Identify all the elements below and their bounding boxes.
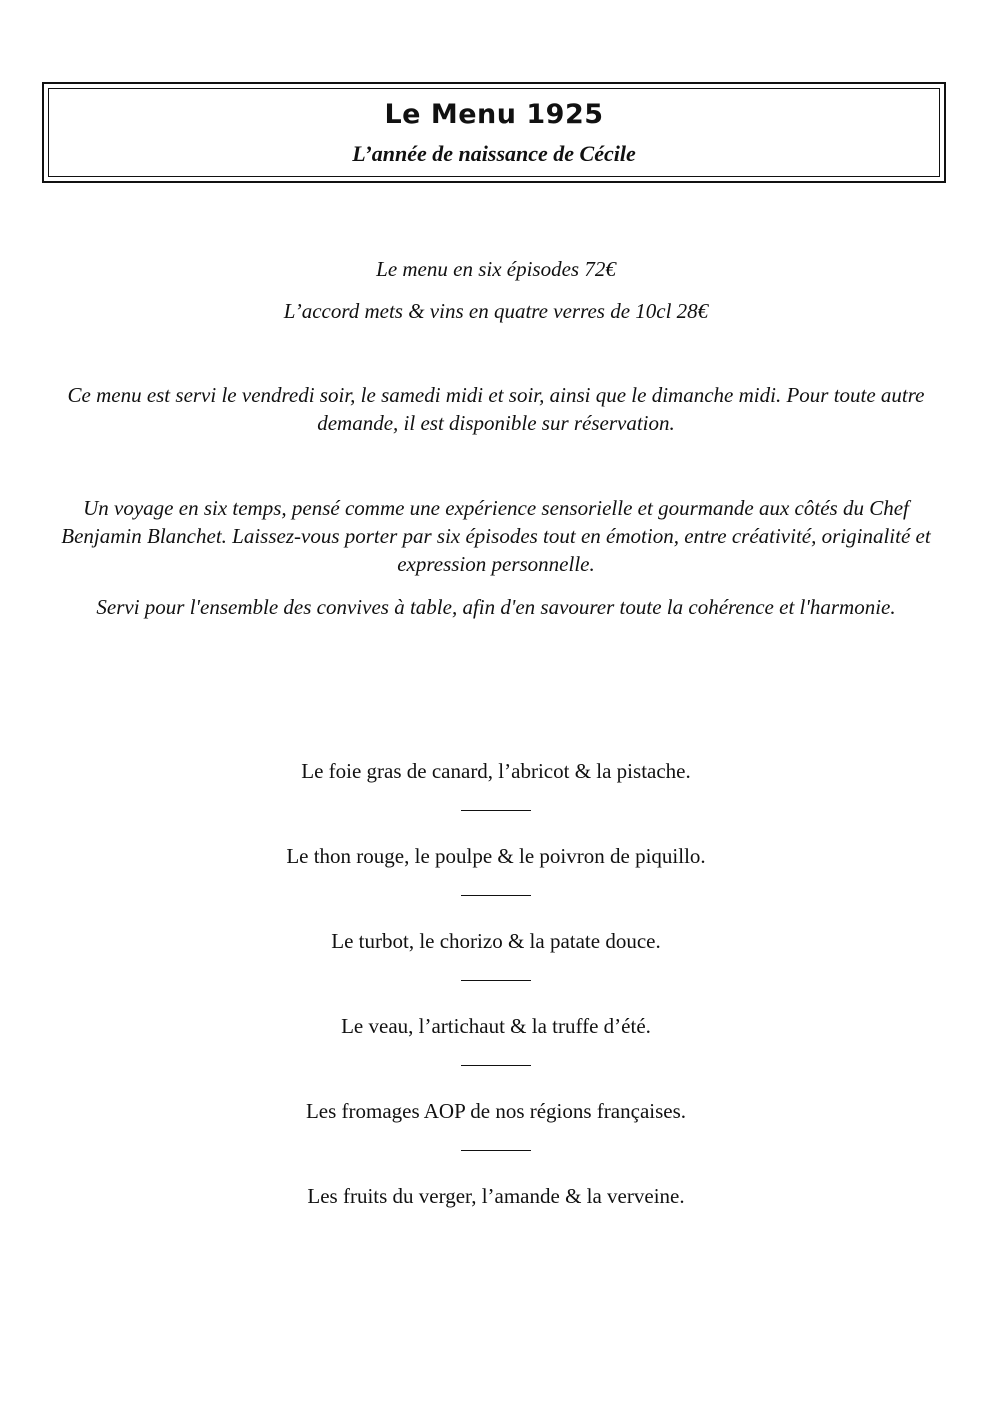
course-item: Le thon rouge, le poulpe & le poivron de piquillo. (286, 844, 706, 868)
course-item: Le foie gras de canard, l’abricot & la pistache. (301, 759, 691, 783)
description-paragraph: Un voyage en six temps, pensé comme une expérience sensorielle et gourmande aux côtés du Chef Benjamin Blanchet. Laissez-vous porter par six épisodes tout en émotion, entre créativité, originalité et expression personnelle. (61, 496, 931, 576)
course-item: Le turbot, le chorizo & la patate douce. (331, 929, 661, 953)
menu-header-frame (42, 82, 946, 183)
menu-subtitle: L’année de naissance de Cécile (352, 141, 636, 166)
course-separator (461, 956, 531, 981)
course-separator (461, 871, 531, 896)
service-note-paragraph: Servi pour l'ensemble des convives à table, afin d'en savourer toute la cohérence et l'harmonie. (96, 595, 896, 619)
course-separator (461, 786, 531, 811)
course-list (0, 756, 992, 1211)
wine-pairing-price-line: L’accord mets & vins en quatre verres de 10cl 28€ (283, 299, 709, 323)
menu-header-inner (48, 88, 940, 177)
course-separator (461, 1126, 531, 1151)
menu-title: Le Menu 1925 (384, 99, 604, 130)
pricing-block (0, 254, 992, 338)
course-item: Le veau, l’artichaut & la truffe d’été. (341, 1014, 651, 1038)
course-item: Les fruits du verger, l’amande & la verveine. (307, 1184, 685, 1208)
course-item: Les fromages AOP de nos régions françaises. (305, 1099, 687, 1123)
availability-paragraph: Ce menu est servi le vendredi soir, le samedi midi et soir, ainsi que le dimanche midi. Pour toute autre demande, il est disponible sur réservation. (67, 383, 925, 435)
menu-price-line: Le menu en six épisodes 72€ (376, 257, 616, 281)
course-separator (461, 1041, 531, 1066)
